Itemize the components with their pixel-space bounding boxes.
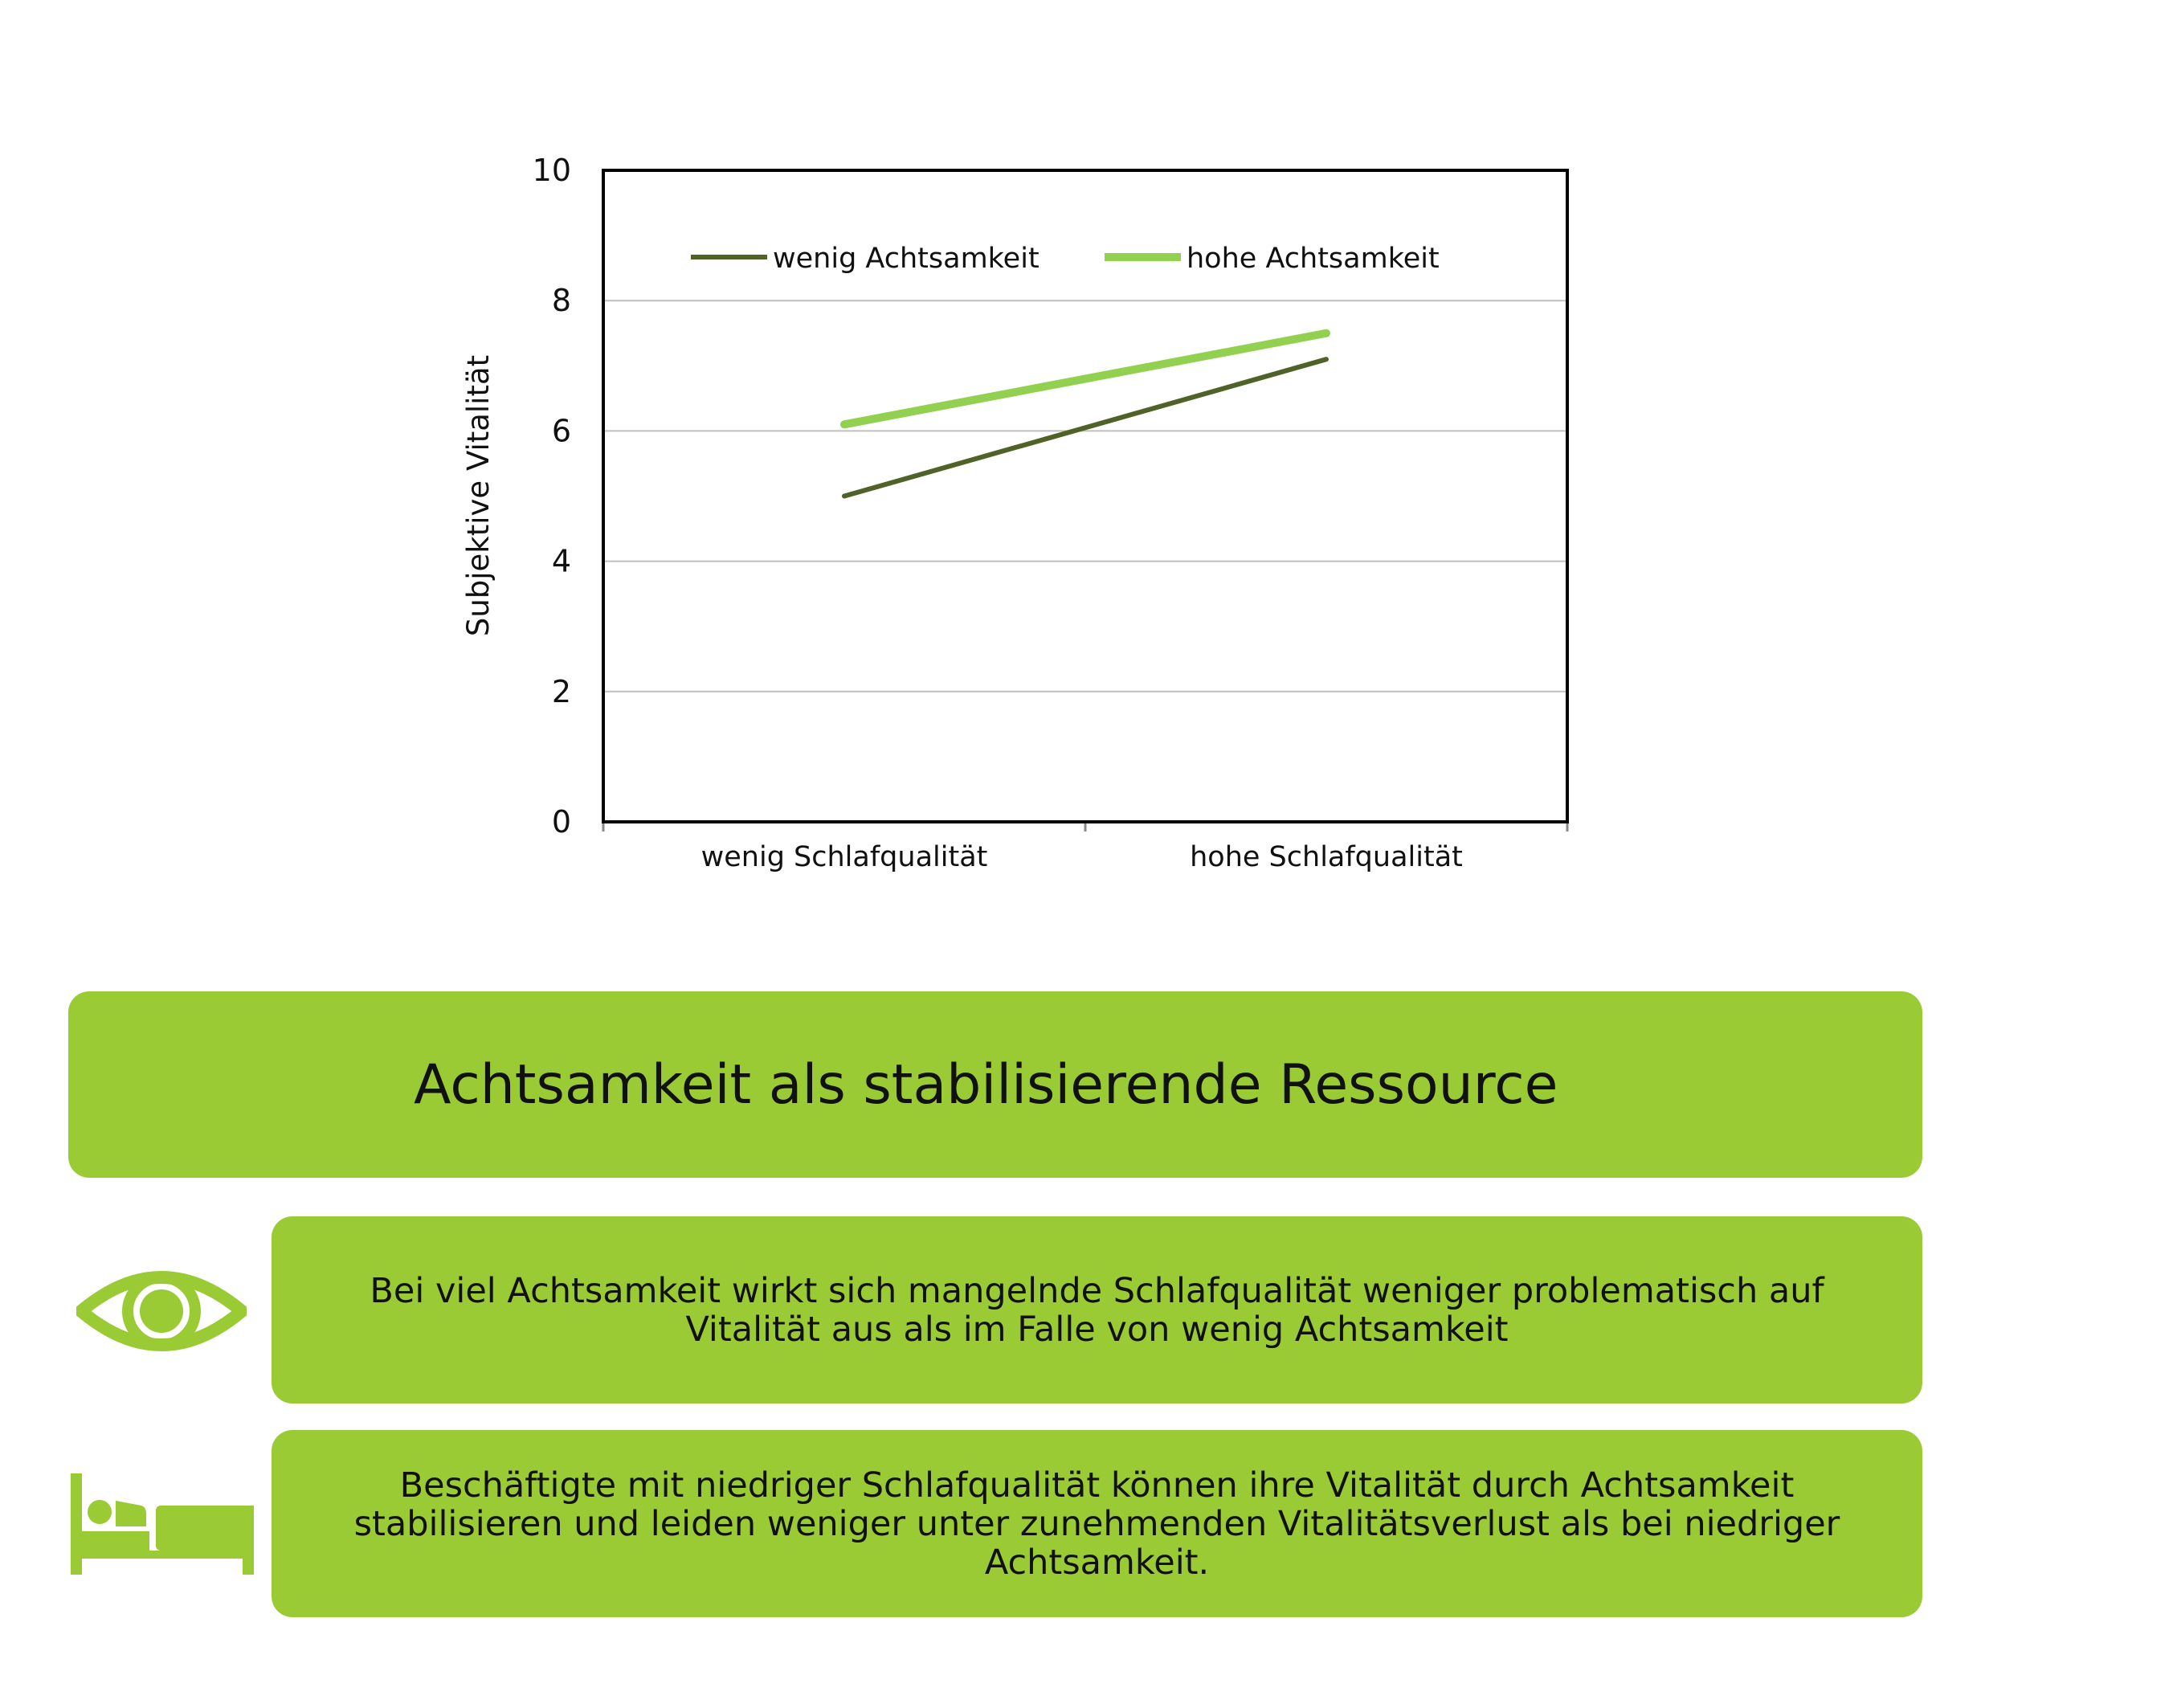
x-tick-label: wenig Schlafqualität: [700, 841, 988, 873]
info-card-2: [272, 1430, 1922, 1617]
y-axis-label: Subjektive Vitalität: [461, 354, 496, 637]
y-axis-tick-labels: [533, 153, 571, 840]
x-tick-label: hohe Schlafqualität: [1190, 841, 1463, 873]
eye-icon: [76, 1261, 247, 1361]
y-tick-label: 4: [551, 543, 571, 579]
info-card-2-text: Beschäftigte mit niedriger Schlafqualität können ihre Vitalität durch Achtsamkeit stabilisieren und leiden weniger unter zunehmenden Vitalitätsverlust als bei niedriger Achtsamkeit.: [353, 1465, 1840, 1583]
y-tick-label: 8: [551, 283, 571, 319]
y-tick-label: 2: [551, 673, 571, 709]
legend: [691, 243, 1440, 275]
x-axis-tick-labels: [603, 822, 1567, 873]
bed-icon: [71, 1473, 254, 1575]
info-card-1: [272, 1216, 1922, 1404]
title-banner: [68, 991, 1922, 1178]
gridlines: [603, 300, 1567, 692]
y-tick-label: 10: [532, 153, 571, 188]
y-tick-label: 6: [551, 413, 571, 449]
data-series: [844, 333, 1326, 496]
legend-label-1: wenig Achtsamkeit: [773, 243, 1039, 275]
legend-label-2: hohe Achtsamkeit: [1187, 243, 1440, 275]
info-card-1-text: Bei viel Achtsamkeit wirkt sich mangelnde Schlafqualität weniger problematisch auf Vitalität aus als im Falle von wenig Achtsamkeit: [370, 1270, 1824, 1350]
y-tick-label: 0: [551, 804, 571, 840]
section-title: Achtsamkeit als stabilisierende Ressource: [414, 1052, 1558, 1117]
